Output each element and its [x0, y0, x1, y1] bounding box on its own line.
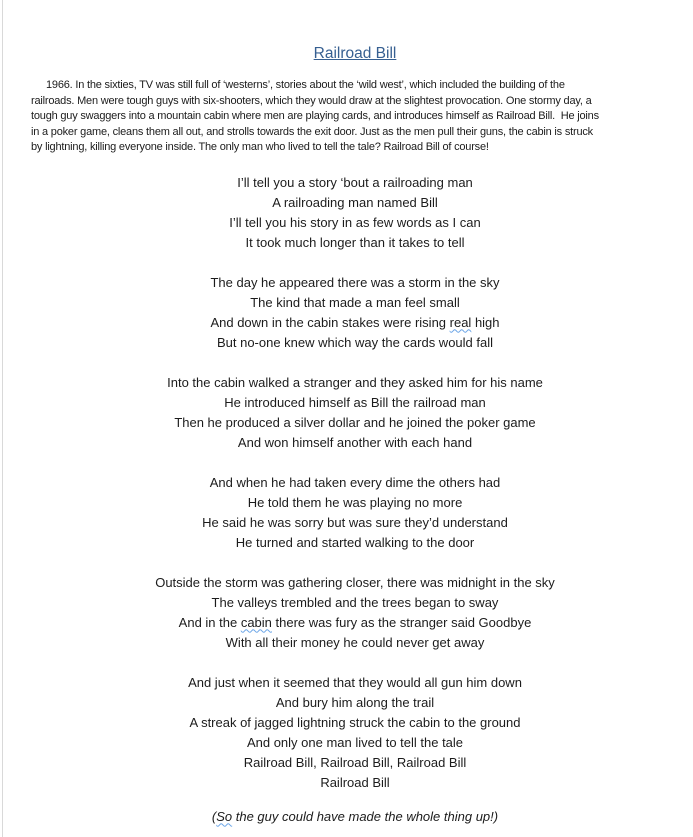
lyric-line: Railroad Bill, Railroad Bill, Railroad Bill	[243, 754, 467, 770]
lyric-line: Railroad Bill	[320, 774, 390, 790]
lyric-line: The day he appeared there was a storm in the sky	[210, 274, 500, 290]
lyric-line: And bury him along the trail	[275, 694, 435, 710]
stanza	[31, 473, 679, 553]
lyric-line: He introduced himself as Bill the railroad man	[224, 394, 486, 410]
lyric-line: The kind that made a man feel small	[250, 294, 460, 310]
lyric-line: And when he had taken every dime the others had	[209, 474, 501, 490]
lyric-line: He turned and started walking to the door	[235, 534, 475, 550]
lyric-line: And only one man lived to tell the tale	[246, 734, 464, 750]
spellcheck-squiggle: So	[216, 808, 233, 824]
stanza	[31, 173, 679, 253]
window-edge-divider	[2, 0, 3, 837]
footnote-line: (So the guy could have made the whole thing up!)	[211, 808, 499, 824]
intro-line: tough guy swaggers into a mountain cabin where men are playing cards, and introduces himself as Railroad Bill. He joins	[31, 110, 599, 122]
intro-line: in a poker game, cleans them all out, and strolls towards the exit door. Just as the men pull their guns, the cabin is struck	[31, 125, 593, 138]
spellcheck-squiggle: real	[449, 314, 472, 330]
lyric-line: The valleys trembled and the trees began to sway	[211, 594, 499, 610]
lyric-line: It took much longer than it takes to tell	[245, 234, 465, 250]
lyric-line: He told them he was playing no more	[247, 494, 463, 510]
stanza	[31, 573, 679, 653]
lyric-line: I’ll tell you a story ‘bout a railroading man	[237, 174, 473, 190]
stanza	[31, 373, 679, 453]
spellcheck-squiggle: cabin	[240, 614, 272, 630]
lyrics-section	[31, 173, 679, 793]
lyric-line: He said he was sorry but was sure they’d understand	[202, 514, 508, 530]
lyric-line: With all their money he could never get away	[225, 634, 485, 650]
lyric-line: And won himself another with each hand	[237, 434, 473, 450]
lyric-line: I’ll tell you his story in as few words as I can	[229, 214, 481, 230]
lyric-line: And in the cabin there was fury as the stranger said Goodbye	[178, 614, 532, 630]
intro-paragraph	[31, 78, 679, 156]
intro-line: railroads. Men were tough guys with six-shooters, which they would draw at the slightest provocation. One stormy day, a	[31, 94, 592, 107]
stanza	[31, 673, 679, 793]
lyric-line: Then he produced a silver dollar and he joined the poker game	[174, 414, 536, 430]
lyric-line: Into the cabin walked a stranger and they asked him for his name	[167, 374, 543, 390]
lyric-line: And down in the cabin stakes were rising real high	[210, 314, 500, 330]
intro-line: by lightning, killing everyone inside. The only man who lived to tell the tale? Railroad Bill of course!	[31, 141, 489, 153]
lyric-line: A railroading man named Bill	[272, 194, 438, 210]
intro-line: 1966. In the sixties, TV was still full of ‘westerns’, stories about the ‘wild west’, which included the building of the	[46, 79, 565, 91]
lyric-line: But no-one knew which way the cards would fall	[216, 334, 494, 350]
stanza	[31, 273, 679, 353]
lyric-line: A streak of jagged lightning struck the cabin to the ground	[189, 714, 521, 730]
page-title: Railroad Bill	[313, 45, 397, 62]
lyric-line: Outside the storm was gathering closer, there was midnight in the sky	[155, 574, 555, 590]
lyric-line: And just when it seemed that they would all gun him down	[188, 674, 522, 690]
